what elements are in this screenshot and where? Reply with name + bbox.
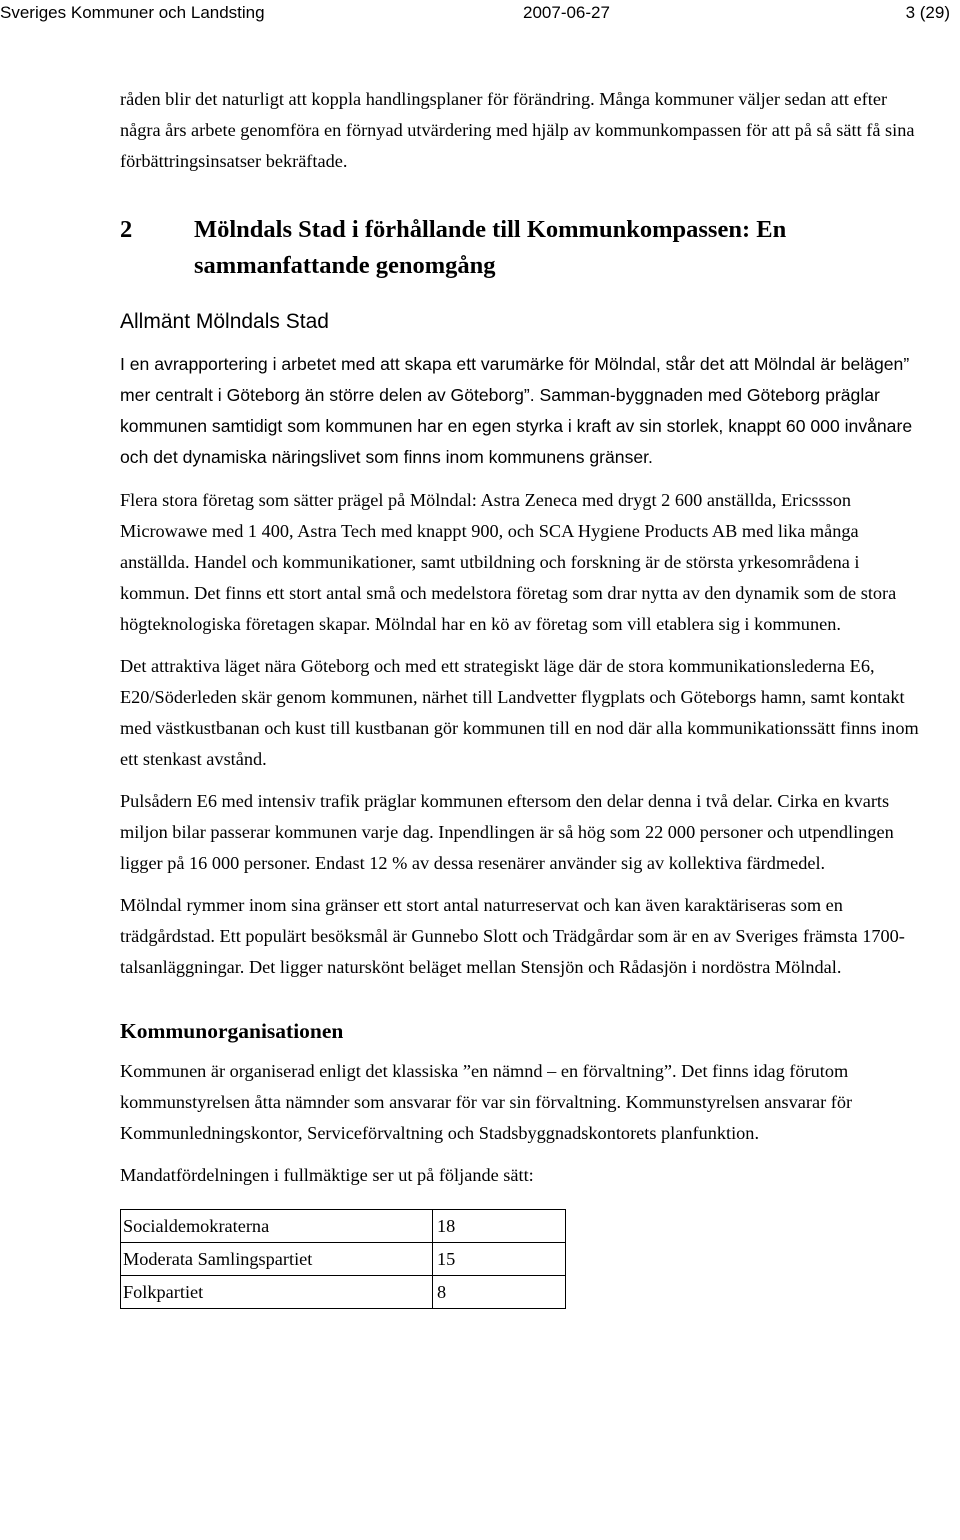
companies-paragraph: Flera stora företag som sätter prägel på Mölndal: Astra Zeneca med drygt 2 600 anställda, Ericssson Microwawe med 1 400, Astra Tech med knappt 900, och SCA Hygiene Products AB med lika många anställda. Handel och kommunikationer, samt utbildning och forskning är de största yrkesområdena i kommun. Det finns ett stort antal små och medelstora företag som drar nytta av den dynamik som de stora högteknologiska företagen skapar. Mölndal har en kö av företag som vill etablera sig i kommunen. bbox=[120, 490, 897, 634]
intro-paragraph: råden blir det naturligt att koppla handlingsplaner för förändring. Många kommuner väljer sedan att efter några års arbete genomföra en förnyad utvärdering med hjälp av kommunkompassen för att på så sätt få sina förbättringsinsatser bekräftade. bbox=[120, 89, 915, 171]
subsection-heading: Allmänt Mölndals Stad bbox=[120, 310, 329, 333]
section-heading bbox=[120, 212, 920, 284]
section-title: Mölndals Stad i förhållande till Kommunkompassen: En sammanfattande genomgång bbox=[194, 216, 787, 279]
party-seats: 18 bbox=[433, 1210, 566, 1243]
party-seats: 8 bbox=[433, 1276, 566, 1309]
document-body bbox=[120, 84, 920, 1309]
organization-heading: Kommunorganisationen bbox=[120, 1019, 344, 1043]
section-number: 2 bbox=[120, 216, 133, 243]
table-row bbox=[121, 1243, 566, 1276]
party-name: Folkpartiet bbox=[121, 1276, 433, 1309]
party-name: Socialdemokraterna bbox=[121, 1210, 433, 1243]
table-row bbox=[121, 1276, 566, 1309]
nature-paragraph: Mölndal rymmer inom sina gränser ett stort antal naturreservat och kan även karaktäriseras som en trädgårdstad. Ett populärt besöksmål är Gunnebo Slott och Trädgårdar som är en av Sveriges främsta 1700-talsanläggningar. Det ligger naturskönt beläget mellan Stensjön och Rådasjön i nordöstra Mölndal. bbox=[120, 895, 905, 977]
party-name: Moderata Samlingspartiet bbox=[121, 1243, 433, 1276]
table-row bbox=[121, 1210, 566, 1243]
header-date: 2007-06-27 bbox=[523, 3, 610, 22]
traffic-paragraph: Pulsådern E6 med intensiv trafik präglar kommunen eftersom den delar denna i två delar. Cirka en kvarts miljon bilar passerar kommunen varje dag. Inpendlingen är så hög som 22 000 personer och utpendlingen ligger på 16 000 personer. Endast 12 % av dessa resenärer använder sig av kollektiva färdmedel. bbox=[120, 791, 894, 873]
party-seats: 15 bbox=[433, 1243, 566, 1276]
page-header bbox=[0, 0, 960, 28]
location-paragraph: Det attraktiva läget nära Göteborg och med ett strategiskt läge där de stora kommunikationslederna E6, E20/Söderleden skär genom kommunen, närhet till Landvetter flygplats och Göteborgs hamn, samt kontakt med västkustbanan och kust till kustbanan gör kommunen till en nod där alla kommunikationssätt finns inom ett stenkast avstånd. bbox=[120, 656, 919, 769]
organization-paragraph: Kommunen är organiserad enligt det klassiska ”en nämnd – en förvaltning”. Det finns idag förutom kommunstyrelsen åtta nämnder som ansvarar för var sin förvaltning. Kommunstyrelsen ansvarar för Kommunledningskontor, Serviceförvaltning och Stadsbyggnadskontorets planfunktion. bbox=[120, 1061, 853, 1143]
mandate-table bbox=[120, 1209, 566, 1309]
general-paragraph: I en avrapportering i arbetet med att skapa ett varumärke för Mölndal, står det att Mölndal är belägen” mer centralt i Göteborg än större delen av Göteborg”. Samman-byggnaden med Göteborg präglar kommunen samtidigt som kommunen har en egen styrka i kraft av sin storlek, knappt 60 000 invånare och det dynamiska näringslivet som finns inom kommunens gränser. bbox=[120, 354, 913, 467]
mandate-intro: Mandatfördelningen i fullmäktige ser ut på följande sätt: bbox=[120, 1165, 534, 1185]
header-page-number: 3 (29) bbox=[905, 3, 950, 22]
header-organization: Sveriges Kommuner och Landsting bbox=[0, 3, 265, 22]
